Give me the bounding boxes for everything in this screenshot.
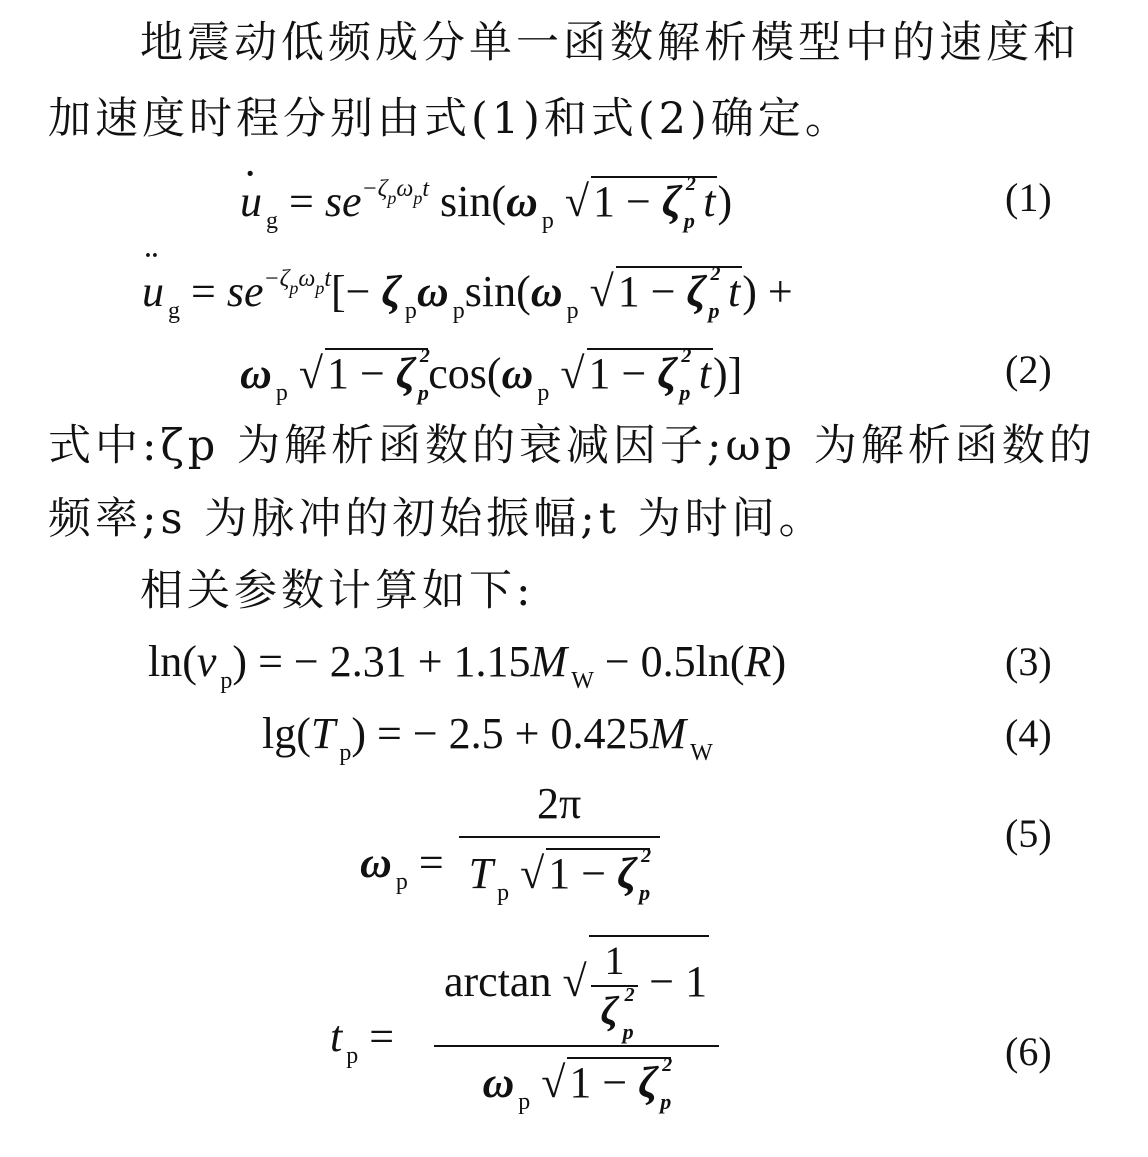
paragraph-1-line-2: 加速度时程分别由式(1)和式(2)确定。 — [48, 94, 852, 144]
equation-3: ln(v $_p$) = − 2.31 + 1.15M $_W$ − 0.5ln(R) — [148, 637, 787, 694]
equation-4: lg(T $_p$) = − 2.5 + 0.425M $_W$ — [262, 709, 713, 766]
equation-number-4: (4) — [1005, 711, 1052, 756]
paragraph-2-line-1: 式中:ζp 为解析函数的衰减因子;ωp 为解析函数的 — [48, 421, 1096, 471]
equation-2-line-1: ¨ u $_g = se^{-\zeta_p\omega_pt}[- \zeta$ $_p$ω $_p$sin(ω $_p$ √1 − ζ p 2 t) + — [142, 266, 793, 314]
paragraph-1-line-1: 地震动低频成分单一函数解析模型中的速度和 — [140, 18, 1080, 68]
equation-5: ω $_p$ = 2π T $_p$ √1 − ζ p 2 — [360, 782, 660, 896]
equation-1: · u $_g = se^{-\zeta_p\omega_pt}$ sin(ω $_p$ √1 − ζ p 2 t) — [240, 176, 732, 224]
equation-2-line-2: ω $_p$ √1 − ζ p 2 cos(ω $_p$ √1 − ζ p 2 t)] — [240, 345, 743, 406]
equation-number-6: (6) — [1005, 1029, 1052, 1074]
paragraph-2-line-2: 频率;s 为脉冲的初始振幅;t 为时间。 — [48, 494, 826, 544]
equation-number-5: (5) — [1005, 811, 1052, 856]
equation-number-1: (1) — [1005, 175, 1052, 220]
equation-6: t $_p$ = arctan √ 1 ζ p 2 − 1 ω $_p$ √1 − ζ p 2 — [330, 935, 394, 979]
equation-number-3: (3) — [1005, 639, 1052, 684]
paragraph-3-line-1: 相关参数计算如下: — [140, 566, 535, 616]
equation-number-2: (2) — [1005, 347, 1052, 392]
